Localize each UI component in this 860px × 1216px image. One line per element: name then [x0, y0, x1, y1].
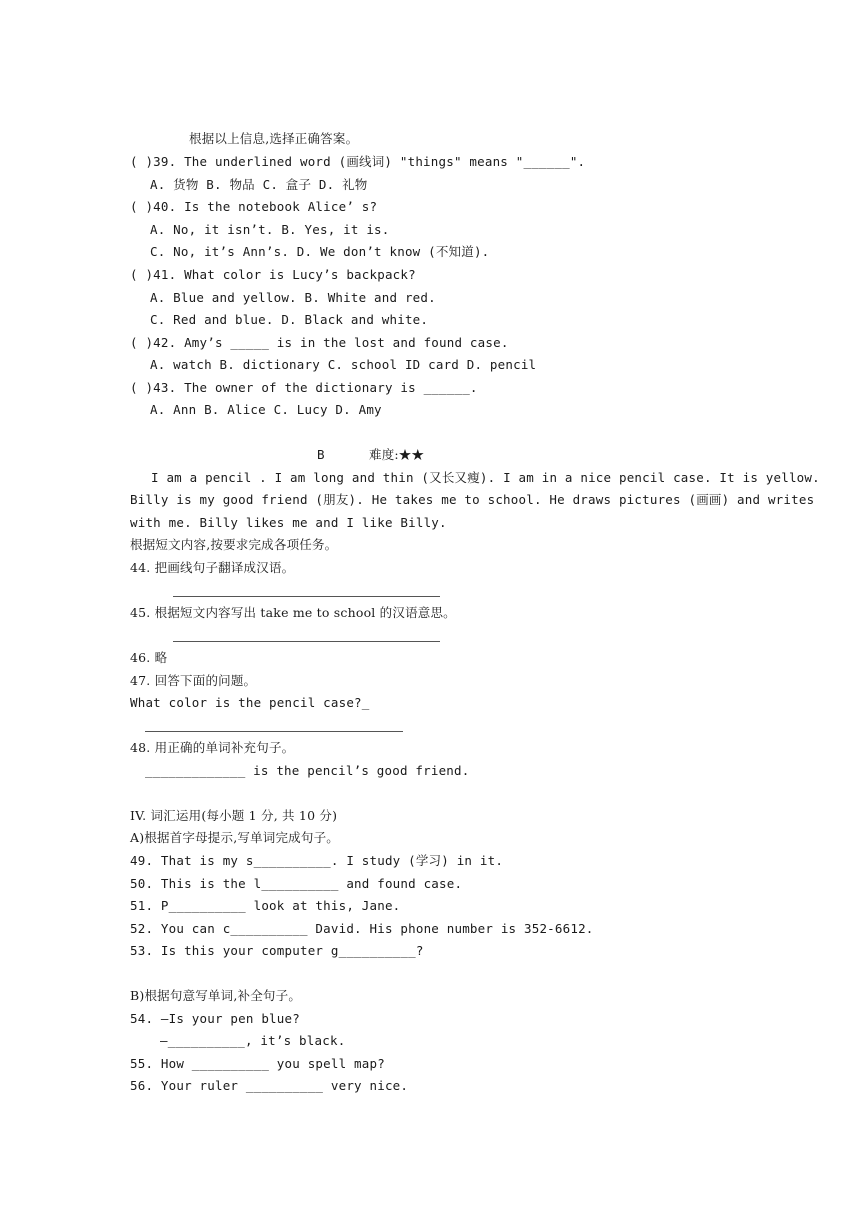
- question-42-options: A. watch B. dictionary C. school ID card D. pencil: [150, 357, 537, 372]
- question-53: 53. Is this your computer g__________?: [130, 943, 424, 958]
- question-56: 56. Your ruler __________ very nice.: [130, 1078, 409, 1093]
- answer-line-44[interactable]: [173, 596, 440, 597]
- question-44: 44. 把画线句子翻译成汉语。: [130, 560, 295, 575]
- passage-line-3: with me. Billy likes me and I like Billy.: [130, 515, 447, 530]
- question-54: 54. —Is your pen blue?: [130, 1011, 300, 1026]
- question-41-options-1: A. Blue and yellow. B. White and red.: [150, 290, 436, 305]
- task-instruction: 根据短文内容,按要求完成各项任务。: [130, 537, 338, 552]
- question-39: ( )39. The underlined word (画线词) "things" means "______".: [130, 154, 586, 169]
- question-43: ( )43. The owner of the dictionary is ______.: [130, 380, 478, 395]
- subsection-a-instruction: A)根据首字母提示,写单词完成句子。: [130, 830, 339, 845]
- question-50: 50. This is the l__________ and found case.: [130, 876, 463, 891]
- question-52: 52. You can c__________ David. His phone number is 352-6612.: [130, 921, 594, 936]
- passage-line-1: I am a pencil . I am long and thin (又长又瘦). I am in a nice pencil case. It is yellow.: [151, 470, 820, 485]
- section-b-label: B: [317, 447, 325, 462]
- question-43-options: A. Ann B. Alice C. Lucy D. Amy: [150, 402, 382, 417]
- answer-line-47[interactable]: [145, 731, 403, 732]
- question-54-answer: —__________, it’s black.: [160, 1033, 346, 1048]
- answer-line-45[interactable]: [173, 641, 440, 642]
- passage-line-2: Billy is my good friend (朋友). He takes me to school. He draws pictures (画画) and writes: [130, 492, 815, 507]
- question-55: 55. How __________ you spell map?: [130, 1056, 385, 1071]
- question-41-options-2: C. Red and blue. D. Black and white.: [150, 312, 429, 327]
- instruction-text: 根据以上信息,选择正确答案。: [189, 131, 359, 146]
- question-40: ( )40. Is the notebook Alice’ s?: [130, 199, 378, 214]
- question-42: ( )42. Amy’s _____ is in the lost and found case.: [130, 335, 509, 350]
- question-46: 46. 略: [130, 650, 168, 665]
- question-41: ( )41. What color is Lucy’s backpack?: [130, 267, 416, 282]
- question-47: 47. 回答下面的问题。: [130, 673, 257, 688]
- difficulty-label: 难度:★★: [369, 447, 425, 462]
- question-39-options: A. 货物 B. 物品 C. 盒子 D. 礼物: [150, 177, 368, 192]
- question-45: 45. 根据短文内容写出 take me to school 的汉语意思。: [130, 605, 456, 620]
- subsection-b-instruction: B)根据句意写单词,补全句子。: [130, 988, 302, 1003]
- question-48-sentence: _____________ is the pencil’s good friend.: [145, 763, 470, 778]
- question-51: 51. P__________ look at this, Jane.: [130, 898, 401, 913]
- question-49: 49. That is my s__________. I study (学习) in it.: [130, 853, 504, 868]
- section-iv-title: IV. 词汇运用(每小题 1 分, 共 10 分): [130, 808, 338, 823]
- question-48: 48. 用正确的单词补充句子。: [130, 740, 295, 755]
- question-47-prompt: What color is the pencil case?_: [130, 695, 370, 710]
- question-40-options-1: A. No, it isn’t. B. Yes, it is.: [150, 222, 390, 237]
- question-40-options-2: C. No, it’s Ann’s. D. We don’t know (不知道).: [150, 244, 490, 259]
